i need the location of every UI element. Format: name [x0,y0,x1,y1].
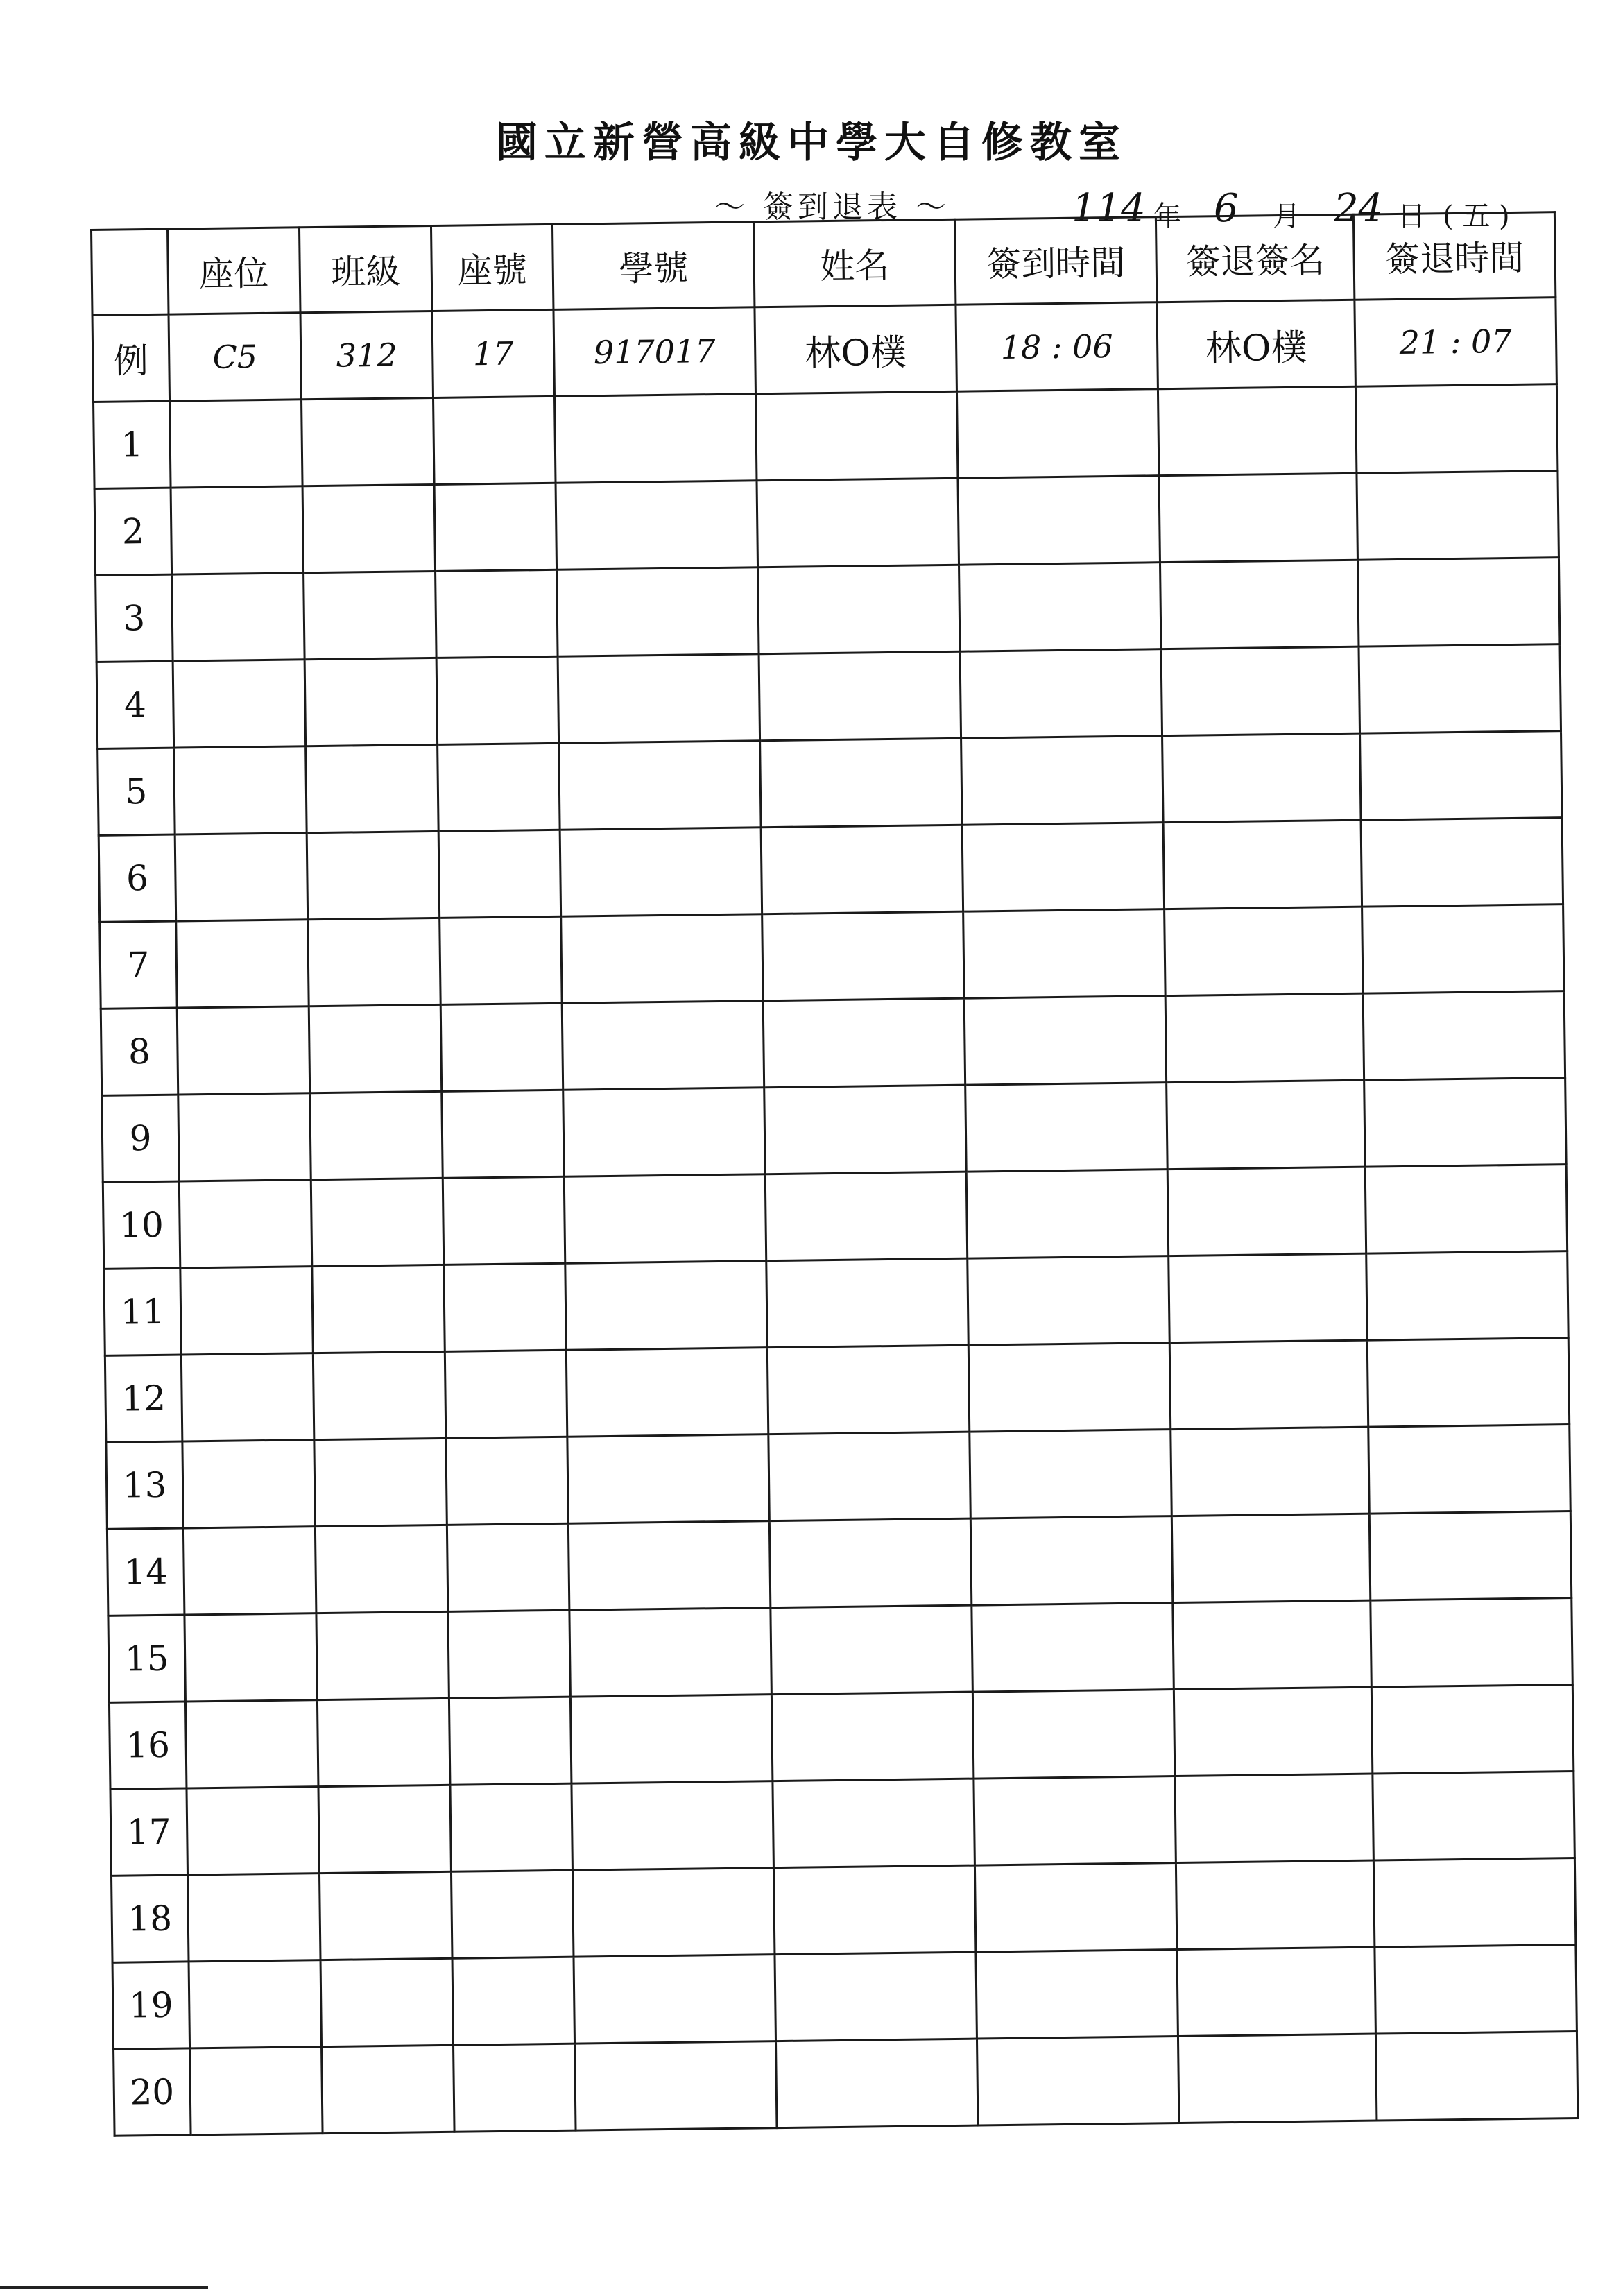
student-id-cell [566,1348,768,1437]
row-number: 13 [106,1441,184,1529]
seat-cell [170,400,303,488]
name-cell [760,738,963,828]
class-cell [302,484,436,572]
seat-no-cell [446,1437,569,1525]
seat-cell [178,1093,311,1181]
check-out-signature-cell [1171,1514,1371,1602]
check-out-signature-cell [1160,560,1359,649]
seat-no-cell [436,569,558,658]
row-number: 20 [114,2048,191,2136]
seat-no-cell [438,830,561,918]
date-day-unit: 日 [1398,200,1425,232]
check-out-signature-cell [1167,1080,1366,1169]
student-id-cell [568,1521,771,1611]
check-out-signature-cell [1176,1860,1375,1949]
date-weekday: ( 五 ) [1443,200,1510,232]
name-cell [767,1345,970,1434]
seat-cell [179,1180,312,1268]
check-out-signature-cell [1159,473,1358,562]
name-cell [757,478,959,567]
class-cell [312,1265,445,1353]
student-id-cell [572,1868,775,1957]
check-in-time-cell [958,476,1160,565]
name-cell [771,1692,974,1781]
seat-cell [188,1874,321,1962]
name-cell [775,1952,977,2041]
seat-no-cell [436,656,559,744]
check-out-time-cell [1373,1858,1576,1948]
name-cell [773,1779,975,1868]
example-check-out-signature: 林O樸 [1157,300,1356,388]
seat-no-cell [452,1957,575,2045]
student-id-cell [560,828,762,917]
header-check-in-time: 簽到時間 [954,217,1156,305]
name-cell [761,825,963,914]
header-class: 班級 [299,225,431,312]
check-out-signature-cell [1178,2034,1377,2123]
check-out-signature-cell [1169,1253,1368,1342]
class-cell [304,571,437,659]
example-name: 林O樸 [755,305,957,394]
check-out-time-cell [1360,731,1563,821]
check-in-time-cell [976,1950,1178,2039]
row-number: 8 [101,1008,178,1095]
check-in-time-cell [970,1430,1172,1519]
check-in-time-cell [962,823,1165,912]
check-in-time-cell [959,563,1162,652]
class-cell [308,918,441,1006]
name-cell [773,1865,976,1955]
row-number: 1 [94,401,171,488]
check-out-time-cell [1366,1251,1569,1341]
check-out-time-cell [1363,991,1565,1081]
check-out-time-cell [1365,1165,1568,1254]
class-cell [317,1698,450,1786]
bottom-rule [0,2286,208,2289]
row-number: 15 [108,1615,186,1702]
student-id-cell [564,1174,766,1264]
check-out-time-cell [1369,1511,1572,1601]
row-number: 7 [100,921,178,1009]
check-out-signature-cell [1165,993,1364,1082]
row-number: 10 [103,1181,180,1269]
student-id-cell [565,1261,768,1351]
example-check-in-time: 18 : 06 [956,302,1158,392]
check-out-time-cell [1375,2032,1578,2121]
class-cell [307,831,440,919]
seat-no-cell [454,2044,576,2132]
student-id-cell [561,914,764,1004]
check-out-signature-cell [1165,907,1364,995]
check-out-time-cell [1355,384,1558,474]
class-cell [302,397,435,486]
check-in-time-cell [963,909,1166,999]
seat-cell [174,746,307,834]
seat-cell [190,2047,323,2135]
row-number: 18 [112,1875,189,1962]
date-year-unit: 年 [1153,200,1181,232]
class-cell [319,1871,452,1960]
example-student-id: 917017 [553,307,756,397]
name-cell [759,651,961,741]
row-number: 2 [94,488,172,575]
class-cell [315,1525,448,1613]
seat-cell [172,573,305,661]
name-cell [766,1258,969,1348]
check-out-signature-cell [1169,1340,1368,1429]
check-in-time-cell [974,1776,1176,1866]
check-out-time-cell [1359,644,1561,734]
seat-cell [189,1960,322,2048]
row-number: 4 [96,661,174,748]
student-id-cell [570,1695,773,1784]
name-cell [768,1432,971,1521]
student-id-cell [574,1955,776,2044]
student-id-cell [567,1434,770,1524]
check-in-time-cell [970,1516,1173,1606]
check-in-time-cell [965,1083,1168,1172]
header-corner [92,229,169,315]
date-day: 24 [1334,186,1384,231]
seat-cell [187,1787,320,1875]
seat-cell [171,486,304,574]
seat-no-cell [447,1523,569,1611]
check-in-time-cell [972,1690,1175,1779]
check-out-time-cell [1367,1338,1570,1428]
row-number: 19 [112,1962,190,2049]
name-cell [758,565,961,654]
student-id-cell [575,2041,778,2131]
example-seat: C5 [169,313,302,401]
seat-cell [175,833,308,921]
date-month-unit: 月 [1273,200,1300,232]
check-out-time-cell [1371,1685,1574,1774]
header-check-out-signature: 簽退簽名 [1156,214,1354,302]
class-cell [309,1004,442,1093]
name-cell [762,911,965,1001]
seat-no-cell [440,916,563,1004]
table-row [114,2032,1578,2136]
seat-no-cell [433,396,556,484]
check-out-time-cell [1361,818,1563,907]
student-id-cell [562,1001,764,1090]
class-cell [318,1785,452,1873]
seat-cell [182,1440,316,1528]
row-number: 12 [105,1355,182,1442]
seat-cell [180,1267,314,1355]
seat-no-cell [449,1697,572,1785]
seat-no-cell [442,1090,565,1178]
row-number: 5 [98,748,175,835]
check-in-time-cell [977,2037,1179,2126]
check-out-signature-cell [1177,1947,1376,2036]
check-in-time-cell [968,1343,1171,1432]
row-number: 11 [104,1268,182,1355]
seat-no-cell [450,1783,573,1871]
check-out-time-cell [1357,558,1560,647]
class-cell [322,2045,455,2133]
check-out-signature-cell [1163,820,1362,909]
row-number: 17 [110,1788,188,1876]
check-out-signature-cell [1158,386,1357,475]
check-in-time-cell [961,736,1164,825]
check-out-signature-cell [1175,1774,1374,1862]
header-check-out-time: 簽退時間 [1353,212,1555,300]
seat-cell [181,1353,314,1441]
seat-cell [176,920,309,1008]
seat-no-cell [445,1350,567,1438]
check-out-signature-cell [1171,1427,1370,1516]
class-cell [304,658,438,746]
example-class: 312 [300,311,433,399]
seat-cell [184,1613,318,1702]
header-seat-no: 座號 [431,224,553,311]
student-id-cell [554,394,757,483]
check-in-time-cell [966,1170,1169,1259]
check-in-time-cell [974,1863,1177,1953]
student-id-cell [558,654,760,744]
check-in-time-cell [960,649,1162,739]
name-cell [764,1085,967,1174]
class-cell [320,1958,454,2046]
check-in-time-cell [956,389,1159,479]
check-out-time-cell [1373,1772,1575,1861]
sign-in-sheet [90,211,1577,2143]
class-cell [310,1091,443,1179]
form-subtitle: ～ 簽到退表 ～ [714,189,950,225]
check-out-signature-cell [1167,1167,1366,1256]
name-cell [775,2039,978,2128]
check-out-time-cell [1364,1078,1567,1167]
check-out-time-cell [1362,905,1565,994]
check-out-signature-cell [1161,646,1360,735]
check-out-time-cell [1371,1598,1573,1688]
header-student-id: 學號 [552,222,754,310]
seat-cell [185,1700,318,1788]
row-number: 14 [107,1528,184,1616]
header-name: 姓名 [753,219,955,307]
class-cell [306,744,439,832]
example-check-out-time: 21 : 07 [1355,298,1557,387]
class-cell [311,1178,444,1266]
class-cell [314,1438,447,1526]
seat-no-cell [440,1003,563,1091]
check-out-time-cell [1368,1425,1571,1514]
class-cell [316,1611,449,1699]
student-id-cell [559,741,762,830]
student-id-cell [563,1088,766,1177]
example-label: 例 [92,314,170,402]
page-title: 國立新營高級中學大自修教室 [496,119,1127,167]
seat-no-cell [438,743,560,831]
check-in-time-cell [972,1603,1174,1693]
seat-no-cell [444,1263,567,1351]
student-id-cell [572,1781,774,1871]
example-seat-no: 17 [432,309,555,397]
header-seat: 座位 [168,228,300,314]
name-cell [763,998,965,1088]
row-number: 6 [98,834,176,922]
row-number: 3 [96,574,173,662]
name-cell [755,391,958,481]
sign-in-table [90,211,1579,2137]
check-out-signature-cell [1173,1600,1372,1689]
seat-no-cell [451,1870,574,1958]
check-out-time-cell [1357,471,1559,560]
seat-no-cell [448,1610,571,1698]
student-id-cell [556,481,758,570]
date-month: 6 [1214,186,1239,231]
check-out-time-cell [1375,1945,1577,2034]
student-id-cell [569,1608,772,1697]
row-number: 9 [102,1095,180,1182]
check-in-time-cell [968,1256,1170,1346]
row-number: 16 [109,1702,187,1789]
seat-no-cell [434,483,557,571]
name-cell [771,1605,973,1695]
seat-cell [177,1006,310,1095]
seat-no-cell [443,1176,565,1265]
seat-cell [173,660,306,748]
check-in-time-cell [964,996,1167,1086]
check-out-signature-cell [1162,733,1362,822]
seat-cell [183,1527,316,1615]
student-id-cell [557,567,759,657]
check-out-signature-cell [1174,1687,1373,1776]
class-cell [313,1351,446,1439]
name-cell [769,1518,972,1608]
name-cell [765,1172,968,1261]
date-year: 114 [1072,186,1146,231]
